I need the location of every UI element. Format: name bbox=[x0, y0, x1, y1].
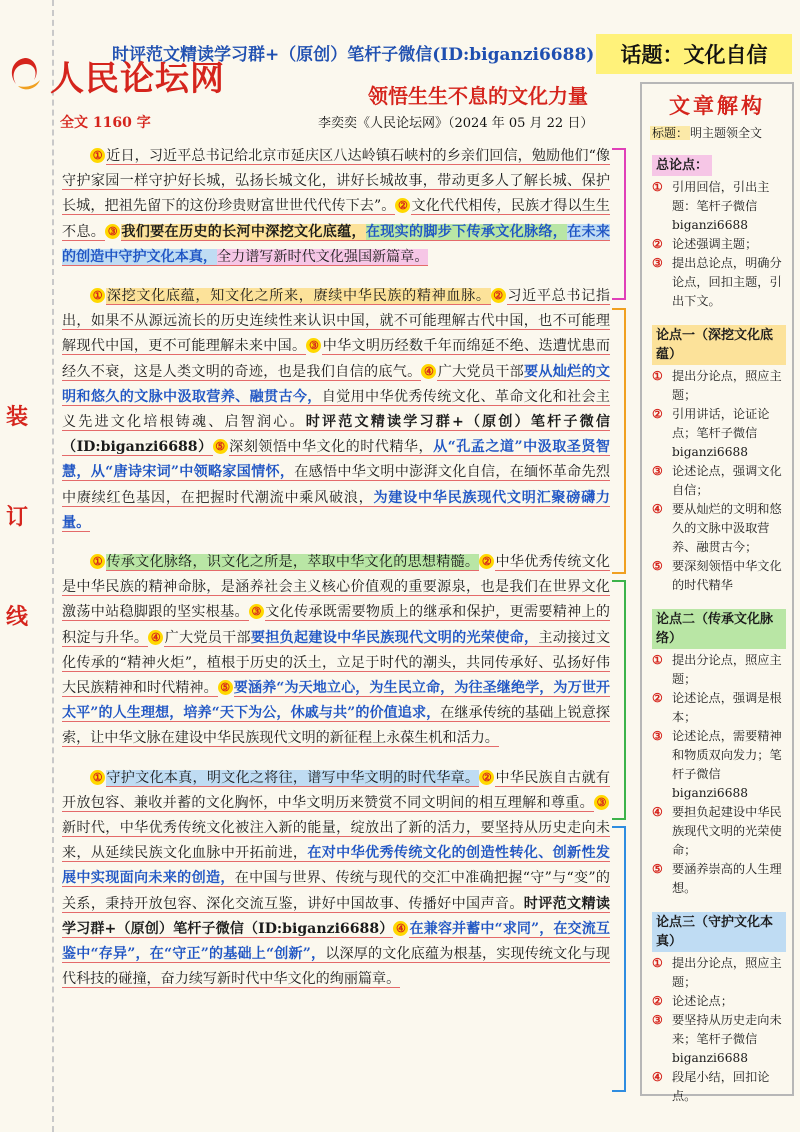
item-text: 论述论点，强调是根本； bbox=[672, 691, 782, 724]
sidebar-title: 文章解构 bbox=[669, 93, 765, 118]
sentence-number: ① bbox=[90, 288, 105, 303]
sidebar-subtitle bbox=[650, 124, 792, 141]
sentence-number: ③ bbox=[105, 224, 120, 239]
sentence-text: 深刻领悟中华文化的时代精华， bbox=[228, 439, 434, 456]
sentence-number: ④ bbox=[148, 630, 163, 645]
sentence-text: 在现实的脚步下传承文化脉络， bbox=[365, 223, 568, 240]
section-item bbox=[652, 1068, 786, 1106]
sentence-text: 近日，习近平总书记给北京市延庆区八达岭镇石峡村的乡亲们回信，勉励他们“像守护家园一样守护好长城，弘扬长城文化，讲好长城故事，带动更多人了解长城、保护长城，把祖先留下的这份珍贵财富世世代代传下去”。 bbox=[62, 148, 610, 215]
section-item bbox=[652, 557, 786, 595]
sentence-number: ④ bbox=[421, 364, 436, 379]
sentence-text: 新时代，中华优秀传统文化被注入新的能量，绽放出了新的活力，要坚持从历史走向未来，从延续民族文化血脉中开拓前进， bbox=[62, 820, 610, 862]
item-text: 提出分论点，照应主题； bbox=[672, 369, 782, 402]
topic-badge: 话题：文化自信 bbox=[596, 34, 792, 74]
sentence-number: ② bbox=[479, 770, 494, 785]
sentence-number: ④ bbox=[393, 921, 408, 936]
sentence-text: 传承文化脉络，识文化之所是，萃取中华文化的思想精髓。 bbox=[106, 554, 480, 571]
sentence-text: 文化代代相传，民族才得以生生不息。 bbox=[62, 198, 611, 240]
sentence-number: ② bbox=[395, 198, 410, 213]
sentence-text: 习近平总书记指出，如果不从源远流长的历史连续性来认识中国，就不可能理解古代中国，也不可能理解现代中国，更不可能理解未来中国。 bbox=[62, 288, 611, 355]
sentence-text: 中华优秀传统文化是中华民族的精神命脉，是涵养社会主义核心价值观的重要源泉，也是我们在世界文化激荡中站稳脚跟的坚实根基。 bbox=[62, 554, 611, 621]
sentence-number: ⑤ bbox=[213, 439, 228, 454]
item-number: ① bbox=[652, 653, 663, 667]
sentence-text: 在未来的创造中守护文化本真， bbox=[62, 223, 611, 265]
sentence-text: 全力谱写新时代文化强国新篇章。 bbox=[217, 248, 429, 265]
item-number: ③ bbox=[652, 1013, 663, 1027]
sentence-number: ③ bbox=[594, 795, 609, 810]
section-item bbox=[652, 367, 786, 405]
sentence-number: ① bbox=[90, 770, 105, 785]
section-heading: 论点三（守护文化本真） bbox=[652, 912, 786, 952]
word-count: 全文 1160 字 bbox=[60, 115, 151, 131]
article-paragraph bbox=[62, 140, 610, 274]
article-body bbox=[62, 140, 610, 1003]
sidebar-section bbox=[652, 155, 786, 311]
sentence-text: 从“孔孟之道”中汲取圣贤智慧，从“唐诗宋词”中领略家国情怀， bbox=[62, 439, 611, 481]
sentence-text: 要担负起建设中华民族现代文明的光荣使命， bbox=[250, 629, 539, 646]
subtitle-text: 明主题领全文 bbox=[690, 126, 763, 140]
item-text: 要涵养崇高的人生理想。 bbox=[672, 862, 782, 895]
section-item bbox=[652, 860, 786, 898]
item-text: 要担负起建设中华民族现代文明的光荣使命； bbox=[672, 805, 782, 857]
sentence-text: 广大党员干部 bbox=[437, 363, 525, 380]
section-item bbox=[652, 500, 786, 557]
sentence-number: ① bbox=[90, 148, 105, 163]
article-source: 李奕奕《人民论坛网》（2024 年 05 月 22 日） bbox=[318, 116, 594, 131]
section-heading: 论点一（深挖文化底蕴） bbox=[652, 325, 786, 365]
item-number: ① bbox=[652, 369, 663, 383]
sentence-text: 时评范文精读学习群+（原创）笔杆子微信（ID:biganzi6688） bbox=[62, 895, 611, 937]
subtitle-tag: 标题： bbox=[652, 126, 689, 140]
section-item bbox=[652, 992, 786, 1011]
sentence-number: ③ bbox=[249, 604, 264, 619]
item-text: 提出分论点，照应主题； bbox=[672, 956, 782, 989]
sentence-text: 在对中华优秀传统文化的创造性转化、创新性发展中实现面向未来的创造， bbox=[62, 845, 611, 887]
item-number: ① bbox=[652, 956, 663, 970]
top-banner: 时评范文精读学习群+（原创）笔杆子微信(ID:biganzi6688) bbox=[112, 45, 595, 65]
item-number: ④ bbox=[652, 502, 663, 516]
sentence-number: ② bbox=[479, 554, 494, 569]
section-item bbox=[652, 405, 786, 462]
sentence-text: 广大党员干部 bbox=[164, 629, 251, 646]
item-number: ② bbox=[652, 407, 663, 421]
article-title: 领悟生生不息的文化力量 bbox=[368, 84, 588, 108]
bracket-point-three bbox=[612, 826, 626, 1092]
item-number: ③ bbox=[652, 256, 663, 270]
sentence-text: 在兼容并蓄中“求同”，在交流互鉴中“存异”，在“守正”的基础上“创新”， bbox=[62, 920, 610, 963]
section-item bbox=[652, 254, 786, 311]
section-item bbox=[652, 689, 786, 727]
sentence-text: 守护文化本真，明文化之将往，谱写中华文明的时代华章。 bbox=[106, 769, 480, 786]
bracket-intro bbox=[612, 148, 626, 300]
sentence-number: ③ bbox=[306, 338, 321, 353]
sentence-text: 文化传承既需要物质上的继承和保护，更需要精神上的积淀与升华。 bbox=[62, 604, 611, 646]
item-text: 引用回信，引出主题：笔杆子微信 biganzi6688 bbox=[672, 180, 770, 232]
sentence-text: 要涵养“为天地立心，为生民立命，为往圣继绝学，为万世开太平”的人生理想，培养“天下为公，休戚与共”的价值追求， bbox=[62, 680, 610, 722]
item-number: ① bbox=[652, 180, 663, 194]
item-number: ② bbox=[652, 994, 663, 1008]
section-item bbox=[652, 462, 786, 500]
section-item bbox=[652, 727, 786, 803]
item-number: ② bbox=[652, 237, 663, 251]
sentence-text: 中华文明历经数千年而绵延不绝、迭遭忧患而经久不衰，这是人类文明的奇迹，也是我们自信的底气。 bbox=[62, 338, 611, 380]
item-text: 段尾小结，回扣论点。 bbox=[672, 1070, 770, 1103]
section-item bbox=[652, 803, 786, 860]
sentence-text: 为建设中华民族现代文明汇聚磅礴力量。 bbox=[62, 489, 611, 531]
sentence-text: 时评范文精读学习群+（原创）笔杆子微信（ID:biganzi6688） bbox=[62, 414, 611, 456]
sentence-text: 中华民族自古就有开放包容、兼收并蓄的文化胸怀，中华文明历来赞赏不同文明间的相互理解和尊重。 bbox=[62, 769, 611, 811]
sentence-text: 深挖文化底蕴，知文化之所来，赓续中华民族的精神血脉。 bbox=[106, 288, 491, 305]
item-text: 要深刻领悟中华文化的时代精华 bbox=[672, 559, 782, 592]
item-text: 提出分论点，照应主题； bbox=[672, 653, 782, 686]
logo-swirl-icon bbox=[4, 54, 46, 96]
item-number: ③ bbox=[652, 464, 663, 478]
sentence-text: 要从灿烂的文明和悠久的文脉中汲取营养、融贯古今， bbox=[62, 363, 611, 405]
sidebar-section bbox=[652, 609, 786, 898]
sentence-text: 自觉用中华优秀传统文化、革命文化和社会主义先进文化培根铸魂、启智润心。 bbox=[62, 388, 611, 431]
sidebar-section bbox=[652, 325, 786, 595]
section-heading: 总论点： bbox=[652, 155, 712, 176]
item-number: ⑤ bbox=[652, 862, 663, 876]
sentence-text: 在中国与世界、传统与现代的交汇中准确把握“守”与“变”的关系，秉持开放包容、深化交流互鉴，讲好中国故事、传播好中国声音。 bbox=[62, 870, 611, 912]
item-number: ④ bbox=[652, 1070, 663, 1084]
item-text: 论述论点，强调文化自信； bbox=[672, 464, 782, 497]
logo-text: 人民论坛网 bbox=[50, 58, 225, 99]
section-item bbox=[652, 651, 786, 689]
sentence-number: ② bbox=[491, 288, 506, 303]
binding-margin bbox=[0, 0, 54, 1132]
item-number: ④ bbox=[652, 805, 663, 819]
section-item bbox=[652, 1011, 786, 1068]
item-text: 要坚持从历史走向未来；笔杆子微信 biganzi6688 bbox=[672, 1013, 782, 1065]
sidebar-section bbox=[652, 912, 786, 1106]
item-number: ③ bbox=[652, 729, 663, 743]
item-text: 论述论点，需要精神和物质双向发力；笔杆子微信 biganzi6688 bbox=[672, 729, 782, 800]
item-number: ② bbox=[652, 691, 663, 705]
structure-sidebar bbox=[640, 82, 794, 1103]
item-text: 论述论点； bbox=[672, 994, 733, 1008]
binding-char: 订 bbox=[6, 504, 29, 530]
item-text: 论述强调主题； bbox=[672, 237, 758, 251]
sentence-text: 我们要在历史的长河中深挖文化底蕴， bbox=[121, 223, 366, 240]
section-item bbox=[652, 235, 786, 254]
section-item bbox=[652, 954, 786, 992]
bracket-point-one bbox=[612, 308, 626, 574]
item-text: 要从灿烂的文明和悠久的文脉中汲取营养、融贯古今； bbox=[672, 502, 782, 554]
sidebar-sections bbox=[642, 155, 792, 1106]
sentence-text: 以深厚的文化底蕴为根基，实现传统文化与现代科技的碰撞，奋力续写新时代中华文化的绚丽篇章。 bbox=[62, 946, 611, 988]
binding-char: 线 bbox=[6, 604, 29, 630]
binding-char: 装 bbox=[6, 404, 29, 430]
sentence-number: ① bbox=[90, 554, 105, 569]
item-number: ⑤ bbox=[652, 559, 663, 573]
article-paragraph bbox=[62, 762, 610, 997]
item-text: 引用讲话，论证论点；笔杆子微信 biganzi6688 bbox=[672, 407, 770, 459]
article-paragraph bbox=[62, 546, 610, 756]
sentence-text: 在感悟中华文明中澎湃文化自信，在缅怀革命先烈中赓续红色基因，在把握时代潮流中乘风破浪， bbox=[62, 464, 610, 506]
sentence-text: 在继承传统的基础上锐意探索，让中华文脉在建设中华民族现代文明的新征程上永葆生机和活力。 bbox=[62, 705, 610, 747]
item-text: 提出总论点，明确分论点，回扣主题，引出下文。 bbox=[672, 256, 782, 308]
sentence-number: ⑤ bbox=[218, 680, 233, 695]
sentence-text: 主动接过文化传承的“精神火炬”，植根于历史的沃土，立足于时代的潮头，共同传承好、弘扬好伟大民族精神和时代精神。 bbox=[62, 629, 611, 697]
bracket-point-two bbox=[612, 580, 626, 820]
section-heading: 论点二（传承文化脉络） bbox=[652, 609, 786, 649]
section-item bbox=[652, 178, 786, 235]
article-paragraph bbox=[62, 280, 610, 540]
